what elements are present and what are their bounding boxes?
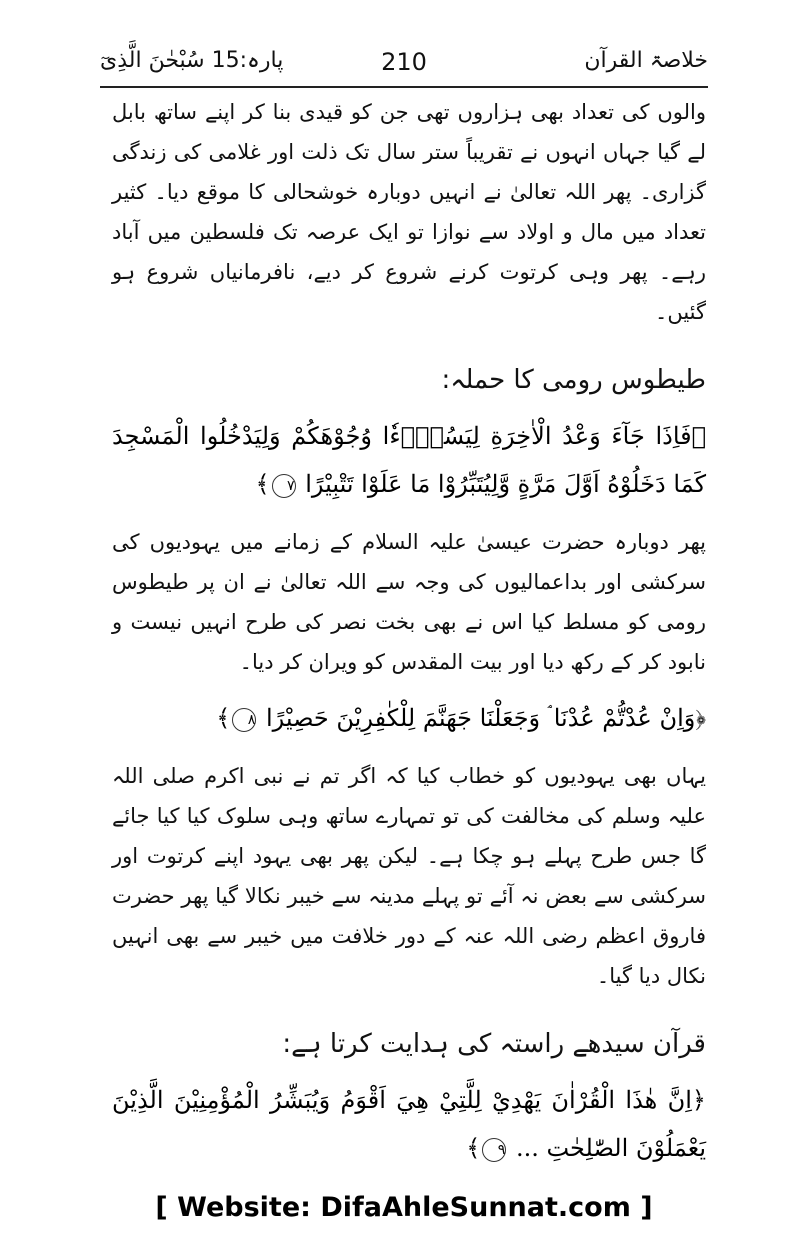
quran-verse-2 <box>112 694 706 742</box>
verse-number-marker: ٨ <box>232 708 256 732</box>
page-body <box>112 92 706 1186</box>
verse-number-marker: ٩ <box>482 1138 506 1162</box>
section-heading-titus: طیطوس رومی کا حملہ: <box>441 365 706 395</box>
paragraph-2: پھر دوبارہ حضرت عیسیٰ علیہ السلام کے زمانے میں یہودیوں کی سرکشی اور بداعمالیوں کی وجہ سے اللہ تعالیٰ نے ان پر طیطوس رومی کو مسلط کیا اس نے بھی بخت نصر کی طرح انہیں نیست و نابود کر کے رکھ دیا اور بیت المقدس کو ویران کر دیا۔ <box>112 530 706 674</box>
para-label: پارہ:15 سُبْحٰنَ الَّذِیٓ <box>100 48 284 73</box>
verse-text: ﴿اِنَّ هٰذَا الْقُرْاٰنَ يَهْدِيْ لِلَّتِيْ هِيَ اَقْوَمُ وَيُبَشِّرُ الْمُؤْمِنِيْنَ الَّذِيْنَ يَعْمَلُوْنَ الصّٰلِحٰتِ ... <box>112 1086 706 1162</box>
website-footer: [ Website: DifaAhleSunnat.com ] <box>155 1192 653 1223</box>
section-heading-guidance: قرآن سیدھے راستہ کی ہدایت کرتا ہے: <box>282 1029 706 1059</box>
quran-verse-1 <box>112 412 706 508</box>
verse-text: ﴿فَاِذَا جَآءَ وَعْدُ الْاٰخِرَةِ لِيَسُوْۤءٗا وُجُوْهَكُمْ وَلِيَدْخُلُوا الْمَسْجِدَ كَمَا دَخَلُوْهُ اَوَّلَ مَرَّةٍ وَّلِيُتَبِّرُوْا مَا عَلَوْا تَتْبِيْرًا <box>112 422 706 498</box>
verse-number-marker: ٧ <box>272 474 296 498</box>
paragraph-3: یہاں بھی یہودیوں کو خطاب کیا کہ اگر تم نے نبی اکرم صلی اللہ علیہ وسلم کی مخالفت کی تو تمہارے ساتھ وہی سلوک کیا کیا جائے گا جس طرح پہلے ہو چکا ہے۔ لیکن پھر بھی یہود اپنے کرتوت اور سرکشی سے بعض نہ آئے تو پہلے مدینہ سے خیبر نکالا گیا پھر حضرت فاروق اعظم رضی اللہ عنہ کے دور خلافت میں خیبر سے بھی انہیں نکال دیا گیا۔ <box>112 764 706 988</box>
header-divider <box>100 86 708 88</box>
closing-bracket: ﴾ <box>466 1134 481 1162</box>
verse-text: ﴿وَاِنْ عُدْتُّمْ عُدْنَا ۘ وَجَعَلْنَا جَهَنَّمَ لِلْكٰفِرِيْنَ حَصِيْرًا <box>265 704 706 732</box>
closing-bracket: ﴾ <box>255 470 270 498</box>
book-title: خلاصۃ القرآن <box>584 48 708 73</box>
quran-verse-3 <box>112 1076 706 1172</box>
paragraph-1: والوں کی تعداد بھی ہزاروں تھی جن کو قیدی بنا کر اپنے ساتھ بابل لے گیا جہاں انہوں نے تقریباً ستر سال تک ذلت اور غلامی کی زندگی گزاری۔ پھر اللہ تعالیٰ نے انہیں دوبارہ خوشحالی کا موقع دیا۔ کثیر تعداد میں مال و اولاد سے نوازا تو ایک عرصہ تک فلسطین میں آباد رہے۔ پھر وہی کرتوت کرنے شروع کر دیے، نافرمانیاں شروع ہو گئیں۔ <box>112 100 706 324</box>
closing-bracket: ﴾ <box>216 704 231 732</box>
page-number: 210 <box>381 48 427 76</box>
page-header <box>100 42 708 82</box>
